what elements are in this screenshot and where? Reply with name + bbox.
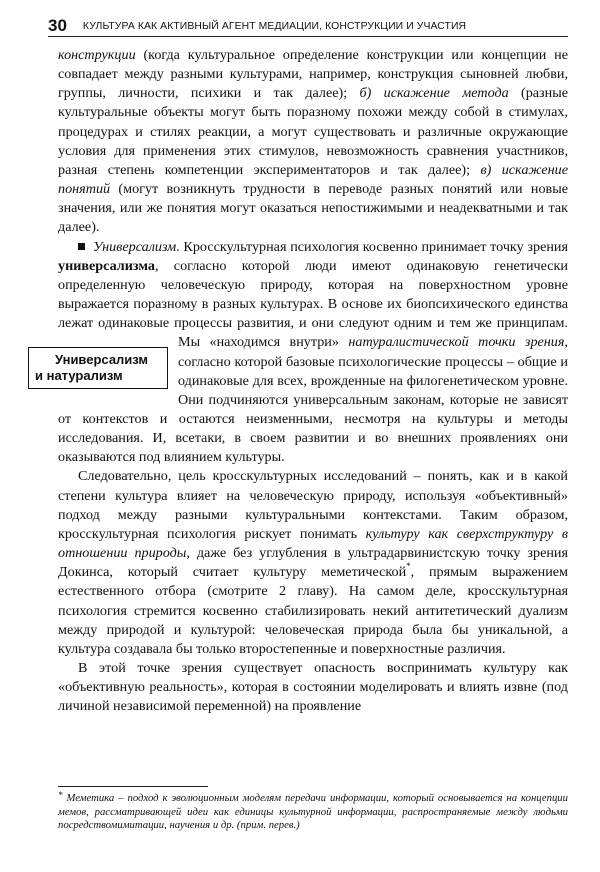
label-b: б) bbox=[359, 85, 372, 102]
label-v: в) bbox=[480, 161, 492, 178]
footnote-mark: * bbox=[58, 790, 63, 800]
square-bullet-icon bbox=[78, 243, 85, 250]
footnote-reference[interactable]: * bbox=[406, 561, 411, 572]
text-universalism-1: . Кросскультурная психология косвенно принимает точку зрения bbox=[176, 238, 568, 255]
term-konstruktsii: конструкции bbox=[58, 47, 136, 63]
text-method: (разные культуральные объекты могут быть поразному похожи между собой в стимулах, процедурах и стилях реакции, а могут существовать и различные окружающие условия для применения этих стимулов, невозможность сравнения участников, разная степень компетенции экспериментаторов и так далее); bbox=[58, 85, 568, 178]
paragraph-consequence bbox=[58, 467, 568, 659]
text-concepts: (могут возникнуть трудности в переводе разных понятий или новые значения, или же понятия могут оказаться непостижимыми и неадекватными и так далее). bbox=[58, 181, 568, 236]
text-universalism-3: , согласно которой базовые психологические процессы – общие и одинаковые для всех, врожденные на филогенетическом уровне. Они подчиняются универсальным законам, которые не зависят от контекстов и остаются неизменными, несмотря на культуры и методы исследования. И, всетаки, в своем развитии и во внешних проявлениях они оказываются под влиянием культуры. bbox=[58, 334, 568, 466]
margin-note-line-1: Универсализм bbox=[55, 352, 149, 368]
heading-universalism: Универсализм bbox=[93, 238, 177, 255]
text-universalism-2: , согласно которой люди имеют одинаковую генетически определенную человеческую природу, которая на поверхностном уровне выражается поразному в разных культурах. В основе их биопсихического единства лежат одинаковые процессы развития, и они следуют одним и тем же принципам. Мы «находимся внутри» bbox=[58, 257, 568, 351]
paragraph-universalism bbox=[35, 238, 568, 468]
footnote bbox=[58, 792, 568, 833]
paragraph-distortions bbox=[58, 46, 568, 238]
page-number: 30 bbox=[48, 16, 67, 35]
paragraph-danger: В этой точке зрения существует опасность воспринимать культуру как «объективную реальность», которая в состоянии моделировать и влиять извне (под личиной независимой переменной) на проявление bbox=[58, 660, 568, 715]
term-universalism: универсализма bbox=[58, 257, 155, 274]
term-concept-distortion: искажение понятий bbox=[58, 161, 568, 198]
term-superstructure: культуру как сверхструктуру в отношении природы bbox=[58, 525, 568, 562]
margin-note-box bbox=[28, 347, 168, 389]
text-consequence-2: , даже без углубления в ультрадарвинистскую точку зрения Докинса, который считает культуру меметической bbox=[58, 545, 568, 581]
term-naturalist-view: натуралистической точки зрения bbox=[348, 334, 565, 351]
text-consequence-3: , прямым выражением естественного отбора (смотрите 2 главу). На самом деле, кросскультурная психология стремится косвенно стабилизировать некий антитетический дуализм между природой и культурой: человеческая природа была бы уникальной, а культура создавала бы только второстепенные и поверхностные различия. bbox=[58, 564, 568, 657]
footnote-divider bbox=[58, 786, 208, 787]
body-text bbox=[35, 46, 568, 716]
text-consequence-1: Следовательно, цель кросскультурных исследований – понять, как и в какой степени культура влияет на человеческую природу, используя «объективный» подход между разными культуральными контекстами. Таким образом, кросскультурная психология рискует понимать bbox=[58, 468, 568, 542]
margin-note-line-2: и натурализм bbox=[35, 368, 123, 384]
text-construct: (когда культуральное определение конструкции или концепции не совпадает между разными культурами, например, конструкция сыновней любви, группы, личности, психики и так далее); bbox=[58, 47, 568, 102]
running-title: КУЛЬТУРА КАК АКТИВНЫЙ АГЕНТ МЕДИАЦИИ, КОНСТРУКЦИИ И УЧАСТИЯ bbox=[82, 21, 467, 32]
running-header bbox=[48, 14, 568, 37]
footnote-text: Меметика – подход к эволюционным моделям передачи информации, который основывается на концепции мемов, рассматривающей идеи как единицы культурной информации, распространяемые между людьми посредствомимитации, научения и др. (прим. перев.) bbox=[58, 792, 568, 831]
term-method-distortion: искажение метода bbox=[371, 85, 509, 102]
